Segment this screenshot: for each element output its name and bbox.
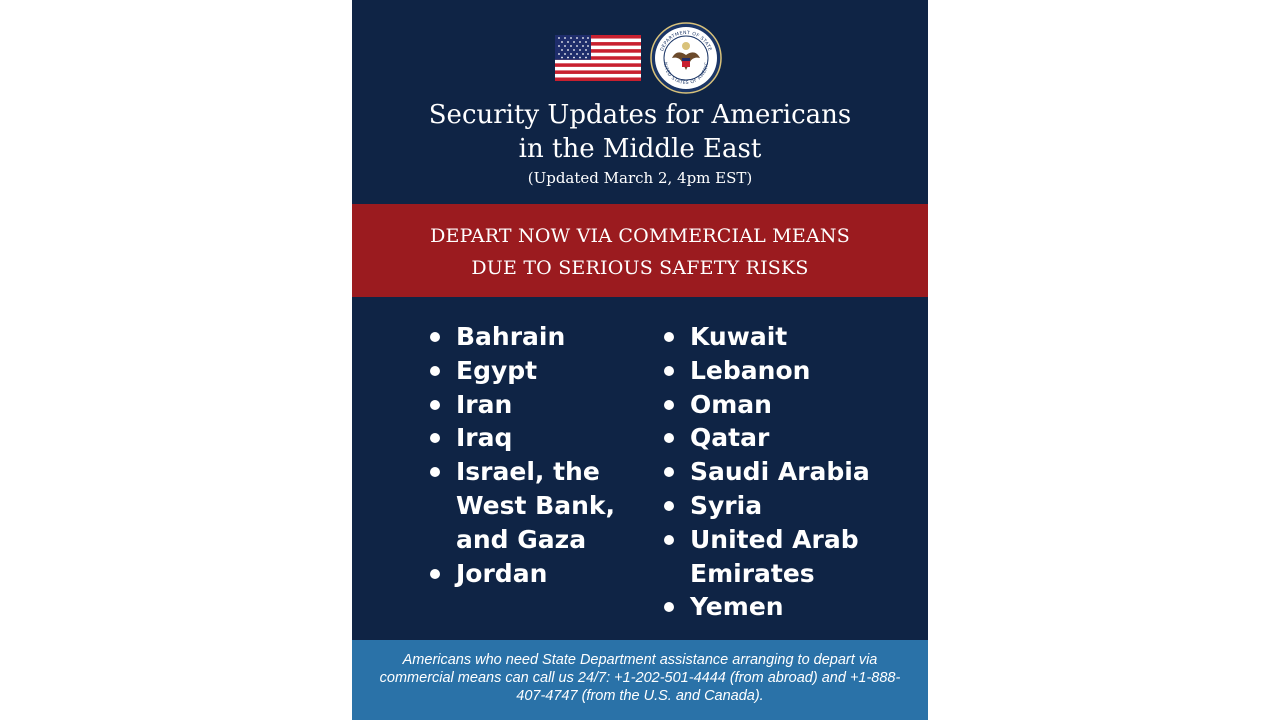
list-item: [426, 557, 636, 591]
country-name: Oman: [690, 389, 772, 419]
state-department-seal-icon: [650, 22, 722, 94]
country-name: Egypt: [456, 355, 538, 385]
country-list-left: [426, 320, 636, 590]
list-item: [660, 455, 920, 489]
country-name: United Arab Emirates: [690, 524, 859, 588]
country-name: Syria: [690, 490, 763, 520]
banner-line-1: DEPART NOW VIA COMMERCIAL MEANS: [430, 225, 850, 247]
bullet-icon: [664, 535, 674, 545]
list-item: [426, 320, 636, 354]
bullet-icon: [664, 602, 674, 612]
page-title: [352, 98, 928, 166]
country-name: Jordan: [456, 558, 548, 588]
list-item: [660, 489, 920, 523]
assistance-text: Americans who need State Department assistance arranging to depart via commercial means can call us 24/7: +1-202-501-4444 (from abroad) and +1-888-407-4747 (from the U.S. and Canada).: [379, 652, 901, 704]
list-item: [426, 354, 636, 388]
list-item: [660, 320, 920, 354]
country-name: Saudi Arabia: [690, 457, 870, 487]
bullet-icon: [430, 366, 440, 376]
title-line-2: in the Middle East: [518, 134, 762, 164]
list-item: [660, 388, 920, 422]
warning-banner: [352, 204, 928, 297]
country-name: Yemen: [690, 592, 784, 622]
country-name: Bahrain: [456, 322, 566, 351]
assistance-footer: [352, 640, 928, 720]
bullet-icon: [664, 501, 674, 511]
title-line-1: Security Updates for Americans: [428, 100, 852, 130]
country-name: Iran: [456, 389, 513, 419]
bullet-icon: [664, 467, 674, 477]
bullet-icon: [430, 433, 440, 443]
poster: [352, 0, 928, 720]
country-name: Iraq: [456, 423, 513, 453]
updated-timestamp: (Updated March 2, 4pm EST): [527, 169, 753, 187]
country-name: Israel, the West Bank, and Gaza: [456, 457, 616, 554]
list-item: [660, 523, 920, 591]
list-item: [426, 388, 636, 422]
bullet-icon: [664, 332, 674, 342]
svg-text:UNITED STATES OF AMERICA: NITED STATES OF AMERIC: [661, 61, 711, 87]
bullet-icon: [430, 569, 440, 579]
emblems: [352, 22, 928, 94]
country-list-right: [660, 320, 920, 624]
warning-banner-text: [352, 220, 928, 284]
banner-line-2: DUE TO SERIOUS SAFETY RISKS: [471, 257, 809, 279]
list-item: [660, 421, 920, 455]
bullet-icon: [664, 366, 674, 376]
country-name: Qatar: [690, 423, 770, 453]
list-item: [426, 455, 636, 556]
list-item: [660, 590, 920, 624]
us-flag-icon: [555, 35, 641, 81]
bullet-icon: [664, 400, 674, 410]
bullet-icon: [430, 400, 440, 410]
bullet-icon: [430, 332, 440, 342]
list-item: [660, 354, 920, 388]
list-item: [426, 421, 636, 455]
country-name: Kuwait: [690, 322, 788, 351]
svg-text:DEPARTMENT OF STATE: DEPARTMENT OF STATE: [660, 30, 712, 53]
bullet-icon: [430, 467, 440, 477]
bullet-icon: [664, 433, 674, 443]
country-name: Lebanon: [690, 355, 811, 385]
